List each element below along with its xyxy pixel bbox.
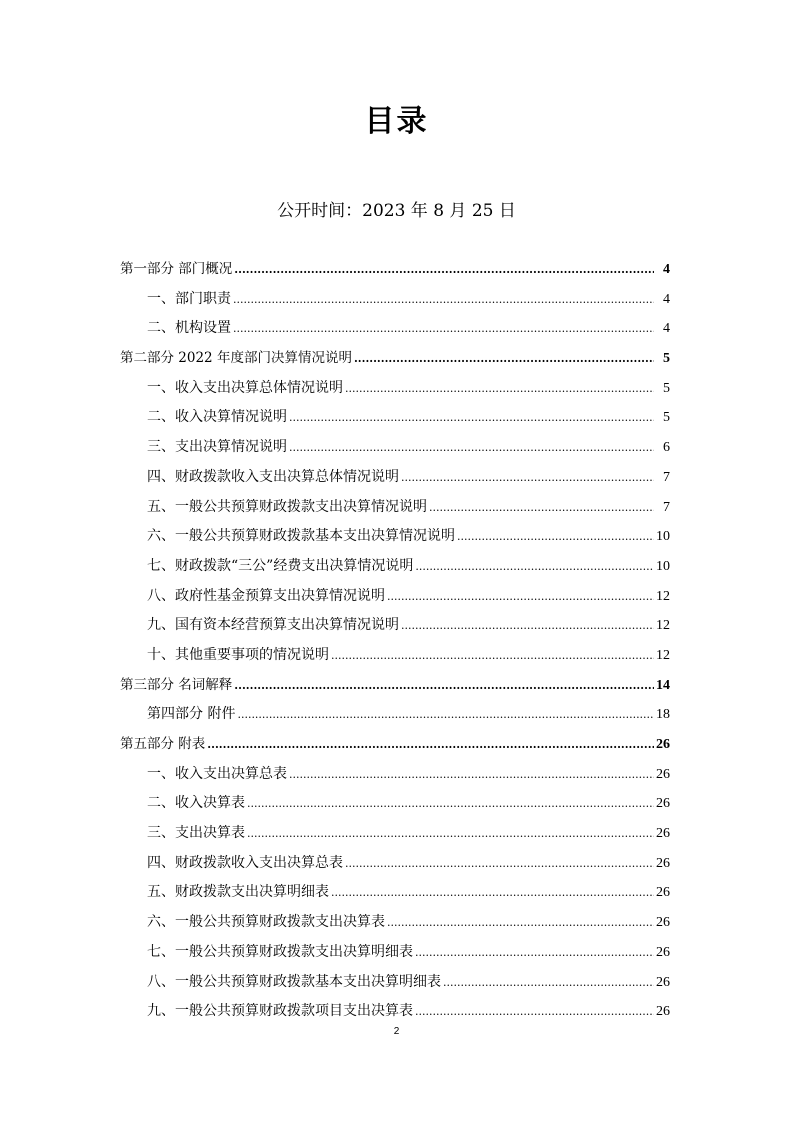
toc-dot-leader [247, 819, 654, 849]
toc-entry-label: 七、财政拨款“三公”经费支出决算情况说明 [147, 557, 414, 574]
toc-entry-label: 八、一般公共预算财政拨款基本支出决算明细表 [147, 973, 441, 990]
toc-entry-label: 一、收入支出决算总表 [147, 765, 287, 782]
toc-dot-leader [289, 760, 654, 790]
toc-entry-page: 12 [656, 588, 670, 604]
toc-dot-leader [345, 374, 654, 404]
toc-entry-page: 12 [656, 618, 670, 634]
toc-entry[interactable] [120, 968, 670, 998]
toc-dot-leader [331, 878, 654, 908]
toc-entry-page: 5 [663, 380, 670, 396]
toc-entry-label: 第四部分 附件 [147, 706, 236, 723]
toc-entry-page: 26 [656, 826, 670, 842]
toc-entry[interactable] [120, 552, 670, 582]
toc-dot-leader [415, 938, 654, 968]
toc-entry[interactable] [120, 849, 670, 879]
toc-entry-page: 26 [656, 737, 670, 752]
toc-entry-page: 26 [656, 796, 670, 812]
toc-entry[interactable] [120, 285, 670, 315]
toc-dot-leader [401, 463, 654, 493]
toc-entry[interactable] [120, 789, 670, 819]
toc-entry[interactable] [120, 878, 670, 908]
toc-entry[interactable] [120, 938, 670, 968]
toc-entry-label: 一、部门职责 [147, 290, 231, 307]
toc-entry-page: 5 [663, 410, 670, 426]
toc-entry-label: 五、财政拨款支出决算明细表 [147, 884, 329, 901]
toc-entry-page: 14 [656, 677, 670, 693]
toc-dot-leader [429, 493, 654, 523]
toc-entry[interactable] [120, 493, 670, 523]
toc-entry[interactable] [120, 760, 670, 790]
toc-entry-label: 六、一般公共预算财政拨款支出决算表 [147, 914, 385, 931]
toc-entry[interactable] [120, 611, 670, 641]
toc-entry-label: 二、收入决算表 [147, 795, 245, 812]
toc-dot-leader [247, 789, 654, 819]
toc-entry-page: 26 [656, 915, 670, 931]
page-title: 目录 [364, 104, 429, 139]
toc-dot-leader [457, 522, 654, 552]
toc-entry-page: 5 [663, 351, 670, 367]
toc-entry[interactable] [120, 374, 670, 404]
toc-entry[interactable] [120, 730, 670, 760]
toc-dot-leader [415, 997, 654, 1027]
toc-entry-page: 26 [656, 855, 670, 871]
toc-entry-page: 7 [663, 499, 670, 515]
toc-entry-label: 四、财政拨款收入支出决算总表 [147, 854, 343, 871]
toc-entry-page: 26 [656, 885, 670, 901]
toc-entry[interactable] [120, 522, 670, 552]
toc-dot-leader [415, 552, 654, 582]
toc-entry[interactable] [120, 908, 670, 938]
toc-entry-page: 26 [656, 974, 670, 990]
toc-dot-leader [233, 285, 654, 315]
toc-entry[interactable] [120, 997, 670, 1027]
toc-entry-label: 九、国有资本经营预算支出决算情况说明 [147, 617, 399, 634]
toc-entry[interactable] [120, 403, 670, 433]
toc-dot-leader [289, 403, 654, 433]
toc-dot-leader [345, 849, 654, 879]
toc-entry-page: 4 [663, 291, 670, 307]
toc-entry-page: 26 [656, 944, 670, 960]
toc-entry-page: 10 [656, 558, 670, 574]
toc-entry-label: 九、一般公共预算财政拨款项目支出决算表 [147, 1003, 413, 1020]
toc-entry[interactable] [120, 582, 670, 612]
toc-dot-leader [234, 671, 654, 701]
toc-entry-page: 10 [656, 529, 670, 545]
toc-entry-label: 二、机构设置 [147, 320, 231, 337]
toc-entry-label: 五、一般公共预算财政拨款支出决算情况说明 [147, 498, 427, 515]
toc-dot-leader [401, 611, 654, 641]
toc-entry[interactable] [120, 700, 670, 730]
toc-entry-label: 七、一般公共预算财政拨款支出决算明细表 [147, 943, 413, 960]
toc-entry-label: 第一部分 部门概况 [120, 261, 233, 277]
toc-entry-label: 第五部分 附表 [120, 736, 206, 752]
toc-dot-leader [207, 730, 654, 760]
toc-entry-label: 三、支出决算情况说明 [147, 439, 287, 456]
toc-entry[interactable] [120, 314, 670, 344]
toc-entry[interactable] [120, 819, 670, 849]
toc-entry-page: 4 [663, 321, 670, 337]
page-number: 2 [393, 1026, 400, 1037]
toc-entry-label: 八、政府性基金预算支出决算情况说明 [147, 587, 385, 604]
toc-entry-label: 第三部分 名词解释 [120, 676, 233, 693]
toc-dot-leader [354, 344, 654, 374]
toc-dot-leader [289, 433, 654, 463]
toc-entry-label: 二、收入决算情况说明 [147, 409, 287, 426]
toc-entry[interactable] [120, 344, 670, 374]
toc-dot-leader [237, 700, 654, 730]
toc-entry[interactable] [120, 641, 670, 671]
toc-entry-label: 一、收入支出决算总体情况说明 [147, 379, 343, 396]
toc-entry[interactable] [120, 255, 670, 285]
toc-dot-leader [387, 908, 654, 938]
toc-entry[interactable] [120, 433, 670, 463]
toc-dot-leader [234, 255, 654, 285]
toc-entry-page: 6 [663, 440, 670, 456]
toc-entry[interactable] [120, 463, 670, 493]
toc-dot-leader [387, 582, 654, 612]
toc-entry-page: 18 [656, 707, 670, 723]
toc-entry[interactable] [120, 671, 670, 701]
table-of-contents [120, 255, 670, 1027]
toc-entry-page: 26 [656, 766, 670, 782]
publish-date: 公开时间：2023 年 8 月 25 日 [277, 201, 516, 221]
toc-entry-label: 四、财政拨款收入支出决算总体情况说明 [147, 468, 399, 485]
toc-dot-leader [233, 314, 654, 344]
toc-entry-label: 六、一般公共预算财政拨款基本支出决算情况说明 [147, 528, 455, 545]
toc-entry-page: 26 [656, 1004, 670, 1020]
toc-entry-label: 三、支出决算表 [147, 825, 245, 842]
toc-entry-page: 7 [663, 469, 670, 485]
toc-entry-label: 第二部分 2022 年度部门决算情况说明 [120, 350, 352, 367]
toc-dot-leader [443, 968, 654, 998]
toc-entry-label: 十、其他重要事项的情况说明 [147, 646, 329, 663]
toc-dot-leader [331, 641, 654, 671]
toc-entry-page: 4 [663, 262, 670, 277]
toc-entry-page: 12 [656, 647, 670, 663]
